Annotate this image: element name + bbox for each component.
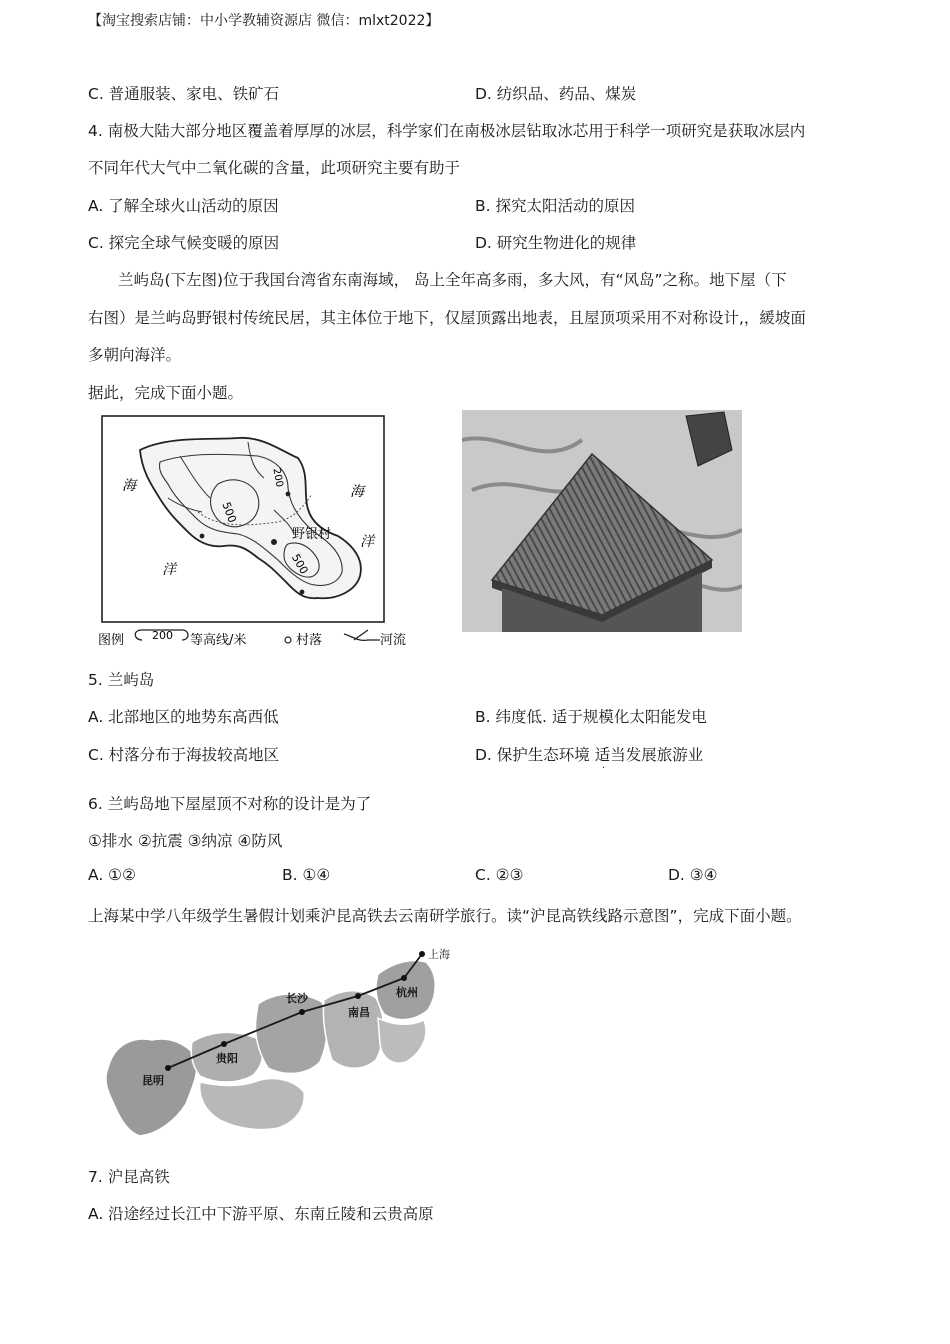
q6-stem: 6. 兰屿岛地下屋屋顶不对称的设计是为了 (88, 795, 372, 813)
passage1-line2: 右图）是兰屿岛野银村传统民居，其主体位于地下，仅屋顶露出地表，且屋顶项采用不对称设计,，緩坡面 (88, 309, 806, 327)
q4-option-d: D. 研究生物进化的规律 (475, 234, 637, 252)
q4-stem-line1: 4. 南极大陆大部分地区覆盖着厚厚的冰层，科学家们在南极冰层钻取冰芯用于科学一项研究是获取冰层内 (88, 122, 806, 140)
legend-village-label: 村落 (296, 633, 323, 648)
city-label-shanghai: 上海 (428, 948, 450, 961)
sea-label: 洋 (162, 562, 176, 578)
q5-stem: 5. 兰屿岛 (88, 671, 155, 689)
city-label-hangzhou: 杭州 (396, 986, 418, 999)
city-label-changsha: 长沙 (286, 992, 308, 1005)
q4-option-a: A. 了解全球火山活动的原因 (88, 197, 279, 215)
legend-village-symbol (285, 637, 291, 643)
q5-option-b: B. 纬度低. 适于规模化太阳能发电 (475, 708, 707, 726)
q6-option-b: B. ①④ (282, 866, 331, 884)
q4-option-b: B. 探究太阳活动的原因 (475, 197, 635, 215)
station-hangzhou (401, 975, 407, 981)
q5-option-d: D. 保护生态环境 适当发展旅游业 (475, 746, 704, 764)
city-label-kunming: 昆明 (142, 1074, 164, 1087)
passage2-line1: 上海某中学八年级学生暑假计划乘沪昆高铁去云南研学旅行。读“沪昆高铁线路示意图”，完成下面小题。 (88, 907, 802, 925)
legend-contour-label: 等高线/米 (190, 633, 247, 648)
sea-label: 海 (122, 478, 136, 494)
sea-label: 海 (350, 484, 364, 500)
province-guangxi (200, 1079, 305, 1130)
station-changsha (299, 1009, 305, 1015)
stray-dot: · (602, 763, 606, 774)
passage1-line4: 据此，完成下面小题。 (88, 384, 244, 402)
q6-option-a: A. ①② (88, 866, 136, 884)
legend-river-symbol (344, 630, 380, 640)
legend-river-label: 河流 (380, 633, 407, 648)
province-yunnan (106, 1039, 197, 1136)
city-label-guiyang: 贵阳 (216, 1052, 238, 1065)
lanyu-island-map (98, 414, 416, 652)
q4-stem-line2: 不同年代大气中二氧化碳的含量，此项研究主要有助于 (88, 159, 461, 177)
contour-label: 500 (288, 551, 311, 577)
q5-option-c: C. 村落分布于海拔较高地区 (88, 746, 280, 764)
station-nanchang (355, 993, 361, 999)
q7-option-a: A. 沿途经过长江中下游平原、东南丘陵和云贵高原 (88, 1205, 434, 1223)
contour-label: 200 (270, 467, 285, 489)
province-hunan (256, 994, 328, 1073)
contour-label: 500 (219, 500, 239, 525)
legend-title: 图例 (98, 633, 125, 648)
q7-stem: 7. 沪昆高铁 (88, 1168, 170, 1186)
q5-option-a: A. 北部地区的地势东高西低 (88, 708, 279, 726)
sea-label: 洋 (360, 534, 374, 550)
village-name-label: 野银村 (292, 527, 332, 542)
q3-option-c: C. 普通服装、家电、铁矿石 (88, 85, 280, 103)
q6-items: ①排水 ②抗震 ③纳凉 ④防风 (88, 832, 283, 850)
hukun-railway-map (100, 944, 470, 1140)
city-label-nanchang: 南昌 (348, 1006, 370, 1019)
q4-option-c: C. 探完全球气候变暖的原因 (88, 234, 280, 252)
village-marker (200, 534, 205, 539)
village-marker (286, 492, 291, 497)
q3-option-d: D. 纺织品、药品、煤炭 (475, 85, 637, 103)
village-marker (300, 590, 305, 595)
station-shanghai (419, 951, 425, 957)
legend-contour-value: 200 (152, 629, 173, 642)
passage1-line3: 多朝向海洋。 (88, 346, 182, 364)
passage1-line1: 兰屿岛(下左图)位于我国台湾省东南海域， 岛上全年高多雨，多大风，有“风岛”之称。地下屋（下 (118, 271, 787, 289)
page-header: 【淘宝搜索店铺：中小学教辅资源店 微信：mlxt2022】 (88, 13, 440, 29)
q6-option-c: C. ②③ (475, 866, 524, 884)
province-fujian (378, 1018, 426, 1063)
station-kunming (165, 1065, 171, 1071)
station-guiyang (221, 1041, 227, 1047)
village-marker (271, 539, 277, 545)
underground-house-photo (462, 410, 742, 632)
q6-option-d: D. ③④ (668, 866, 718, 884)
